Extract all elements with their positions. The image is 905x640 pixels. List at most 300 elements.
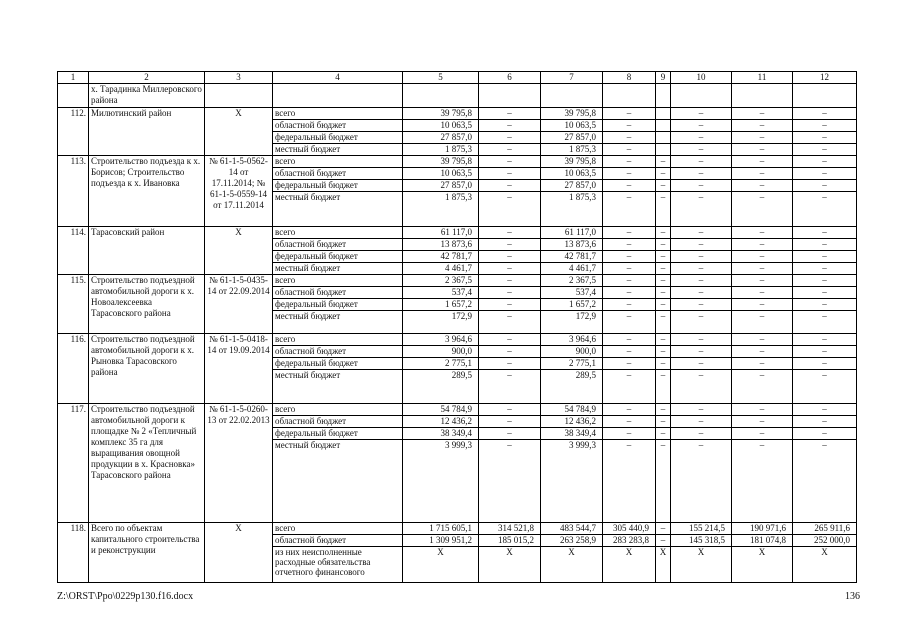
value-cell-col10: – [671, 299, 732, 311]
value-cell-col6: – [479, 132, 541, 144]
column-header: 3 [205, 72, 273, 84]
value-cell-col6: – [479, 358, 541, 370]
value-cell-col9: – [656, 404, 671, 416]
budget-source-cell: местный бюджет [273, 192, 403, 227]
document-number-cell: № 61-1-5-0562-14 от 17.11.2014; № 61-1-5-0559-14 от 17.11.2014 [205, 156, 273, 227]
value-cell-col5: 537,4 [403, 287, 479, 299]
column-header: 10 [671, 72, 732, 84]
value-cell-col6: – [479, 168, 541, 180]
value-cell-col6: – [479, 287, 541, 299]
value-cell-col5: 900,0 [403, 346, 479, 358]
value-cell-col9: – [656, 251, 671, 263]
value-cell-col11: – [732, 334, 793, 346]
value-cell-col10: – [671, 144, 732, 156]
value-cell-col9: – [656, 168, 671, 180]
value-cell-col10: Х [671, 547, 732, 583]
value-cell-col11: – [732, 404, 793, 416]
header-row [58, 72, 857, 84]
value-cell-col12: – [793, 168, 857, 180]
column-header: 2 [89, 72, 205, 84]
value-cell-col11: – [732, 346, 793, 358]
table-row [58, 523, 857, 535]
value-cell-col7: 289,5 [541, 370, 603, 404]
row-number-cell: 116. [58, 334, 89, 404]
value-cell-col8: – [603, 311, 656, 334]
value-cell-col7: 1 875,3 [541, 144, 603, 156]
empty-cell [479, 84, 541, 108]
value-cell-col7: 4 461,7 [541, 263, 603, 275]
value-cell-col6: – [479, 346, 541, 358]
value-cell-col8: – [603, 275, 656, 287]
value-cell-col8: – [603, 251, 656, 263]
value-cell-col8: – [603, 108, 656, 120]
value-cell-col7: Х [541, 547, 603, 583]
value-cell-col7: 42 781,7 [541, 251, 603, 263]
budget-source-cell: федеральный бюджет [273, 132, 403, 144]
value-cell-col8: – [603, 192, 656, 227]
value-cell-col7: 10 063,5 [541, 120, 603, 132]
value-cell-col12: 252 000,0 [793, 535, 857, 547]
file-path: Z:\ORST\Ppo\0229p130.f16.docx [57, 591, 194, 602]
value-cell-col5: 1 875,3 [403, 192, 479, 227]
column-header: 12 [793, 72, 857, 84]
value-cell-col5: 39 795,8 [403, 108, 479, 120]
column-header: 7 [541, 72, 603, 84]
value-cell-col7: 39 795,8 [541, 156, 603, 168]
value-cell-col12: – [793, 358, 857, 370]
value-cell-col10: 145 318,5 [671, 535, 732, 547]
value-cell-col7: 10 063,5 [541, 168, 603, 180]
value-cell-col12: – [793, 227, 857, 239]
value-cell-col11: – [732, 311, 793, 334]
empty-cell [793, 84, 857, 108]
table-row [58, 156, 857, 168]
value-cell-col6: – [479, 144, 541, 156]
object-name-cell: Строительство подъездной автомобильной дороги к х. Рыновка Тарасовского района [89, 334, 205, 404]
value-cell-col5: 10 063,5 [403, 168, 479, 180]
value-cell-col7: 2 367,5 [541, 275, 603, 287]
object-name-cell: х. Тарадинка Миллеровского района [89, 84, 205, 108]
document-number-cell: № 61-1-5-0260-13 от 22.02.2013 [205, 404, 273, 523]
value-cell-col8: – [603, 144, 656, 156]
budget-source-cell: местный бюджет [273, 370, 403, 404]
value-cell-col10: – [671, 120, 732, 132]
value-cell-col11: – [732, 227, 793, 239]
column-header: 6 [479, 72, 541, 84]
budget-source-cell: из них неисполненные расходные обязательства отчетного финансового [273, 547, 403, 583]
value-cell-col5: 27 857,0 [403, 180, 479, 192]
value-cell-col5: 42 781,7 [403, 251, 479, 263]
value-cell-col6: – [479, 404, 541, 416]
value-cell-col11: – [732, 132, 793, 144]
table-row [58, 108, 857, 120]
budget-source-cell: областной бюджет [273, 346, 403, 358]
value-cell-col12: – [793, 370, 857, 404]
object-name-cell: Тарасовский район [89, 227, 205, 275]
budget-source-cell: всего [273, 404, 403, 416]
value-cell-col11: – [732, 168, 793, 180]
value-cell-col5: 12 436,2 [403, 416, 479, 428]
value-cell-col6: – [479, 275, 541, 287]
value-cell-col10: – [671, 263, 732, 275]
value-cell-col12: – [793, 404, 857, 416]
value-cell-col6: – [479, 440, 541, 523]
value-cell-col11: – [732, 358, 793, 370]
value-cell-col9: – [656, 346, 671, 358]
value-cell-col12: – [793, 299, 857, 311]
value-cell-col7: 13 873,6 [541, 239, 603, 251]
row-number-cell [58, 84, 89, 108]
value-cell-col9: – [656, 263, 671, 275]
value-cell-col6: – [479, 311, 541, 334]
document-sheet [57, 71, 857, 583]
value-cell-col11: Х [732, 547, 793, 583]
empty-cell [403, 84, 479, 108]
value-cell-col8: – [603, 416, 656, 428]
value-cell-col9: – [656, 370, 671, 404]
budget-source-cell: всего [273, 334, 403, 346]
budget-source-cell: местный бюджет [273, 311, 403, 334]
value-cell-col9: – [656, 275, 671, 287]
value-cell-col5: 38 349,4 [403, 428, 479, 440]
value-cell-col8: – [603, 156, 656, 168]
value-cell-col9: Х [656, 547, 671, 583]
value-cell-col12: 265 911,6 [793, 523, 857, 535]
value-cell-col11: – [732, 156, 793, 168]
table-row [58, 404, 857, 416]
value-cell-col10: – [671, 108, 732, 120]
value-cell-col12: – [793, 239, 857, 251]
empty-cell [603, 84, 656, 108]
value-cell-col6: – [479, 239, 541, 251]
value-cell-col12: – [793, 192, 857, 227]
row-number-cell: 118. [58, 523, 89, 583]
value-cell-col12: – [793, 287, 857, 299]
value-cell-col8: 283 283,8 [603, 535, 656, 547]
value-cell-col10: – [671, 440, 732, 523]
value-cell-col12: – [793, 440, 857, 523]
value-cell-col10: – [671, 132, 732, 144]
value-cell-col8: – [603, 358, 656, 370]
budget-source-cell: областной бюджет [273, 535, 403, 547]
budget-source-cell: областной бюджет [273, 416, 403, 428]
value-cell-col8: – [603, 227, 656, 239]
column-header: 1 [58, 72, 89, 84]
column-header: 8 [603, 72, 656, 84]
budget-source-cell: всего [273, 156, 403, 168]
budget-source-cell: всего [273, 227, 403, 239]
value-cell-col7: 61 117,0 [541, 227, 603, 239]
object-name-cell: Строительство подъездной автомобильной дороги к х. Новоалексеевка Тарасовского района [89, 275, 205, 334]
value-cell-col11: 181 074,8 [732, 535, 793, 547]
value-cell-col9: – [656, 239, 671, 251]
empty-cell [273, 84, 403, 108]
value-cell-col11: – [732, 275, 793, 287]
value-cell-col11: – [732, 416, 793, 428]
value-cell-col10: – [671, 428, 732, 440]
value-cell-col12: – [793, 156, 857, 168]
value-cell-col6: – [479, 156, 541, 168]
budget-source-cell: федеральный бюджет [273, 428, 403, 440]
value-cell-col9 [656, 144, 671, 156]
value-cell-col7: 38 349,4 [541, 428, 603, 440]
value-cell-col9: – [656, 523, 671, 535]
value-cell-col6: – [479, 251, 541, 263]
value-cell-col12: – [793, 108, 857, 120]
value-cell-col9: – [656, 180, 671, 192]
value-cell-col10: – [671, 168, 732, 180]
value-cell-col8: – [603, 299, 656, 311]
value-cell-col7: 39 795,8 [541, 108, 603, 120]
budget-source-cell: федеральный бюджет [273, 358, 403, 370]
value-cell-col6: – [479, 334, 541, 346]
value-cell-col7: 1 657,2 [541, 299, 603, 311]
empty-cell [732, 84, 793, 108]
value-cell-col12: – [793, 275, 857, 287]
value-cell-col7: 3 999,3 [541, 440, 603, 523]
value-cell-col10: – [671, 239, 732, 251]
table-row [58, 275, 857, 287]
row-number-cell: 117. [58, 404, 89, 523]
value-cell-col10: – [671, 180, 732, 192]
value-cell-col9 [656, 132, 671, 144]
budget-source-cell: всего [273, 523, 403, 535]
value-cell-col9: – [656, 416, 671, 428]
value-cell-col9: – [656, 311, 671, 334]
value-cell-col8: – [603, 287, 656, 299]
value-cell-col10: – [671, 275, 732, 287]
budget-source-cell: местный бюджет [273, 144, 403, 156]
value-cell-col12: – [793, 346, 857, 358]
value-cell-col11: – [732, 263, 793, 275]
column-header: 9 [656, 72, 671, 84]
value-cell-col7: 27 857,0 [541, 132, 603, 144]
value-cell-col10: – [671, 227, 732, 239]
value-cell-col7: 27 857,0 [541, 180, 603, 192]
value-cell-col6: – [479, 227, 541, 239]
value-cell-col9 [656, 108, 671, 120]
column-header: 11 [732, 72, 793, 84]
value-cell-col5: 172,9 [403, 311, 479, 334]
value-cell-col10: – [671, 156, 732, 168]
value-cell-col10: – [671, 370, 732, 404]
value-cell-col10: – [671, 192, 732, 227]
document-number-cell: № 61-1-5-0418-14 от 19.09.2014 [205, 334, 273, 404]
budget-source-cell: федеральный бюджет [273, 299, 403, 311]
value-cell-col12: – [793, 428, 857, 440]
value-cell-col6: – [479, 192, 541, 227]
value-cell-col7: 900,0 [541, 346, 603, 358]
value-cell-col6: – [479, 180, 541, 192]
value-cell-col12: – [793, 144, 857, 156]
row-number-cell: 112. [58, 108, 89, 156]
value-cell-col6: Х [479, 547, 541, 583]
budget-source-cell: областной бюджет [273, 239, 403, 251]
value-cell-col8: – [603, 370, 656, 404]
value-cell-col9: – [656, 156, 671, 168]
value-cell-col9: – [656, 299, 671, 311]
value-cell-col5: 13 873,6 [403, 239, 479, 251]
value-cell-col5: 1 875,3 [403, 144, 479, 156]
page-number: 136 [845, 591, 860, 602]
value-cell-col10: – [671, 251, 732, 263]
value-cell-col6: – [479, 299, 541, 311]
value-cell-col5: 4 461,7 [403, 263, 479, 275]
budget-source-cell: федеральный бюджет [273, 251, 403, 263]
empty-cell [671, 84, 732, 108]
value-cell-col6: 185 015,2 [479, 535, 541, 547]
value-cell-col8: – [603, 132, 656, 144]
value-cell-col9: – [656, 334, 671, 346]
value-cell-col11: 190 971,6 [732, 523, 793, 535]
value-cell-col8: – [603, 239, 656, 251]
row-number-cell: 115. [58, 275, 89, 334]
value-cell-col7: 54 784,9 [541, 404, 603, 416]
budget-source-cell: местный бюджет [273, 440, 403, 523]
value-cell-col11: – [732, 144, 793, 156]
value-cell-col12: – [793, 334, 857, 346]
value-cell-col9: – [656, 192, 671, 227]
value-cell-col10: – [671, 358, 732, 370]
value-cell-col5: 1 309 951,2 [403, 535, 479, 547]
value-cell-col5: 3 999,3 [403, 440, 479, 523]
value-cell-col7: 263 258,9 [541, 535, 603, 547]
value-cell-col8: – [603, 346, 656, 358]
value-cell-col9: – [656, 358, 671, 370]
value-cell-col12: – [793, 132, 857, 144]
table-row [58, 334, 857, 346]
column-header: 4 [273, 72, 403, 84]
budget-source-cell: областной бюджет [273, 287, 403, 299]
column-header: 5 [403, 72, 479, 84]
value-cell-col5: 3 964,6 [403, 334, 479, 346]
table-row [58, 84, 857, 108]
value-cell-col6: – [479, 416, 541, 428]
value-cell-col5: 1 657,2 [403, 299, 479, 311]
value-cell-col8: – [603, 334, 656, 346]
budget-source-cell: всего [273, 108, 403, 120]
value-cell-col10: – [671, 346, 732, 358]
value-cell-col6: – [479, 120, 541, 132]
value-cell-col6: – [479, 108, 541, 120]
value-cell-col9: – [656, 440, 671, 523]
budget-source-cell: местный бюджет [273, 263, 403, 275]
value-cell-col5: 2 775,1 [403, 358, 479, 370]
row-number-cell: 113. [58, 156, 89, 227]
value-cell-col12: – [793, 120, 857, 132]
value-cell-col7: 1 875,3 [541, 192, 603, 227]
value-cell-col11: – [732, 120, 793, 132]
value-cell-col5: 39 795,8 [403, 156, 479, 168]
value-cell-col9: – [656, 287, 671, 299]
value-cell-col11: – [732, 239, 793, 251]
value-cell-col8: 305 440,9 [603, 523, 656, 535]
value-cell-col10: – [671, 287, 732, 299]
row-number-cell: 114. [58, 227, 89, 275]
value-cell-col8: Х [603, 547, 656, 583]
value-cell-col11: – [732, 251, 793, 263]
budget-table [57, 71, 857, 583]
value-cell-col11: – [732, 192, 793, 227]
value-cell-col12: – [793, 416, 857, 428]
document-number-cell: № 61-1-5-0435-14 от 22.09.2014 [205, 275, 273, 334]
value-cell-col11: – [732, 370, 793, 404]
value-cell-col5: 27 857,0 [403, 132, 479, 144]
table-row [58, 227, 857, 239]
value-cell-col9: – [656, 428, 671, 440]
value-cell-col12: – [793, 180, 857, 192]
object-name-cell: Милютинский район [89, 108, 205, 156]
budget-source-cell: федеральный бюджет [273, 180, 403, 192]
value-cell-col6: – [479, 263, 541, 275]
value-cell-col11: – [732, 287, 793, 299]
value-cell-col11: – [732, 180, 793, 192]
budget-source-cell: областной бюджет [273, 168, 403, 180]
value-cell-col5: 10 063,5 [403, 120, 479, 132]
object-name-cell: Строительство подъездной автомобильной дороги к площадке № 2 «Тепличный комплекс 35 га для выращивания овощной продукции в х. Красновка» Тарасовского района [89, 404, 205, 523]
value-cell-col7: 12 436,2 [541, 416, 603, 428]
value-cell-col9: – [656, 535, 671, 547]
value-cell-col12: Х [793, 547, 857, 583]
value-cell-col7: 3 964,6 [541, 334, 603, 346]
value-cell-col6: – [479, 370, 541, 404]
value-cell-col11: – [732, 440, 793, 523]
empty-cell [541, 84, 603, 108]
document-number-cell: Х [205, 523, 273, 583]
budget-source-cell: всего [273, 275, 403, 287]
value-cell-col8: – [603, 440, 656, 523]
object-name-cell: Всего по объектам капитального строительства и реконструкции [89, 523, 205, 583]
document-number-cell: Х [205, 108, 273, 156]
value-cell-col5: 54 784,9 [403, 404, 479, 416]
value-cell-col5: 289,5 [403, 370, 479, 404]
value-cell-col10: – [671, 404, 732, 416]
value-cell-col6: 314 521,8 [479, 523, 541, 535]
value-cell-col11: – [732, 299, 793, 311]
value-cell-col11: – [732, 108, 793, 120]
value-cell-col7: 2 775,1 [541, 358, 603, 370]
empty-cell [205, 84, 273, 108]
value-cell-col8: – [603, 428, 656, 440]
value-cell-col10: 155 214,5 [671, 523, 732, 535]
value-cell-col10: – [671, 416, 732, 428]
value-cell-col8: – [603, 168, 656, 180]
value-cell-col9: – [656, 227, 671, 239]
value-cell-col7: 483 544,7 [541, 523, 603, 535]
value-cell-col7: 537,4 [541, 287, 603, 299]
value-cell-col8: – [603, 404, 656, 416]
value-cell-col12: – [793, 251, 857, 263]
value-cell-col12: – [793, 311, 857, 334]
value-cell-col8: – [603, 180, 656, 192]
value-cell-col5: 61 117,0 [403, 227, 479, 239]
value-cell-col9 [656, 120, 671, 132]
value-cell-col8: – [603, 120, 656, 132]
budget-source-cell: областной бюджет [273, 120, 403, 132]
value-cell-col6: – [479, 428, 541, 440]
document-number-cell: Х [205, 227, 273, 275]
value-cell-col8: – [603, 263, 656, 275]
value-cell-col7: 172,9 [541, 311, 603, 334]
value-cell-col10: – [671, 334, 732, 346]
object-name-cell: Строительство подъезда к х. Борисов; Строительство подъезда к х. Ивановка [89, 156, 205, 227]
value-cell-col11: – [732, 428, 793, 440]
value-cell-col10: – [671, 311, 732, 334]
empty-cell [656, 84, 671, 108]
value-cell-col12: – [793, 263, 857, 275]
value-cell-col5: 1 715 605,1 [403, 523, 479, 535]
value-cell-col5: 2 367,5 [403, 275, 479, 287]
